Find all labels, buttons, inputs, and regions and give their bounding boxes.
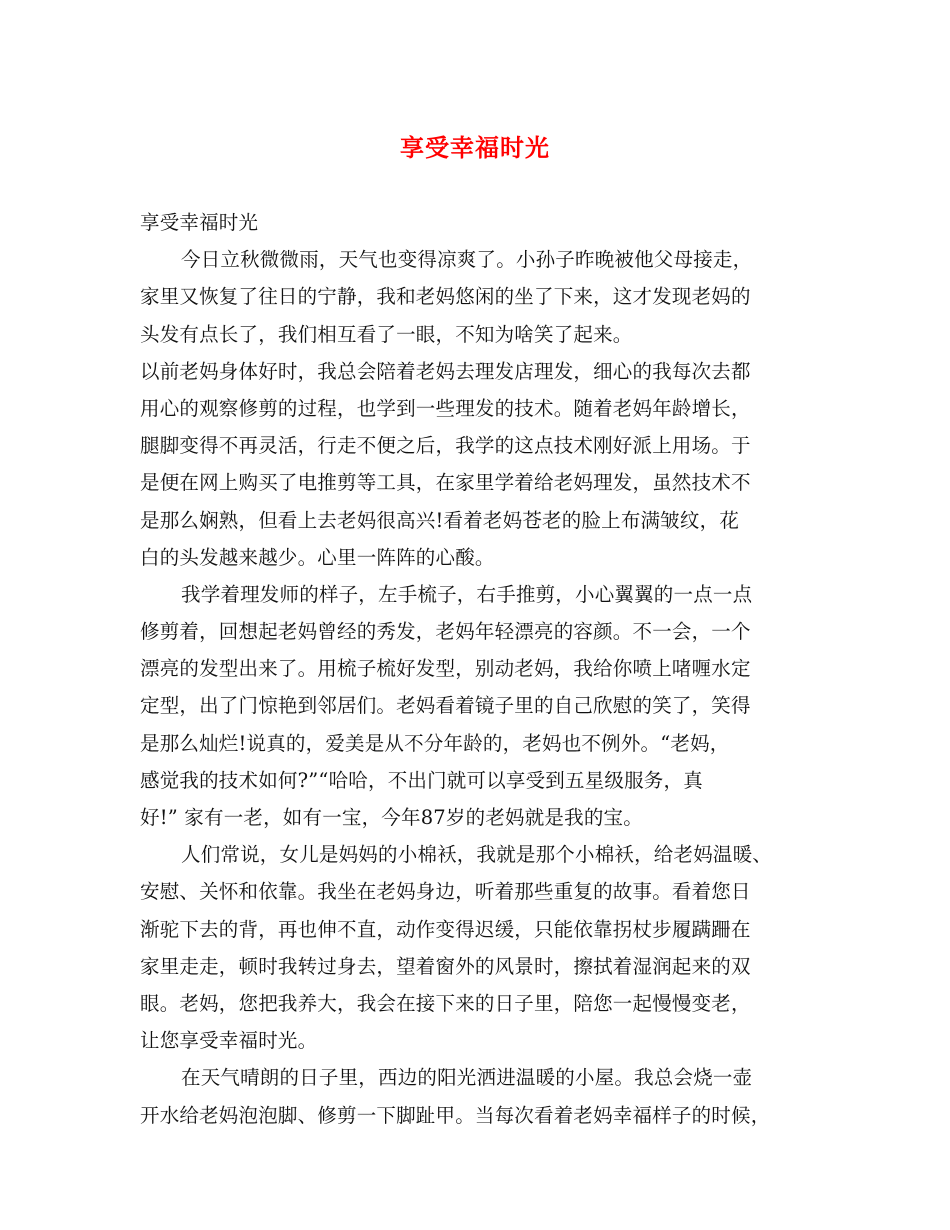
text-line: 让您享受幸福时光。 — [140, 1029, 318, 1053]
text-line: 修剪着，回想起老妈曾经的秀发，老妈年轻漂亮的容颜。不一会，一个 — [140, 620, 751, 644]
text-line: 是那么灿烂!说真的，爱美是从不分年龄的，老妈也不例外。“老妈， — [140, 731, 730, 755]
text-line: 在天气晴朗的日子里，西边的阳光洒进温暖的小屋。我总会烧一壶 — [181, 1066, 753, 1090]
text-line: 今日立秋微微雨，天气也变得凉爽了。小孙子昨晚被他父母接走， — [181, 248, 753, 272]
text-line: 感觉我的技术如何?”“哈哈，不出门就可以享受到五星级服务，真 — [140, 768, 703, 792]
text-line: 我学着理发师的样子，左手梳子，右手推剪，小心翼翼的一点一点 — [181, 582, 753, 606]
text-line: 头发有点长了，我们相互看了一眼，不知为啥笑了起来。 — [140, 322, 633, 346]
text-line: 开水给老妈泡泡脚、修剪一下脚趾甲。当每次看着老妈幸福样子的时候， — [140, 1103, 771, 1127]
text-line: 用心的观察修剪的过程，也学到一些理发的技术。随着老妈年龄增长， — [140, 396, 751, 420]
text-line: 好!” 家有一老，如有一宝，今年87岁的老妈就是我的宝。 — [140, 806, 643, 829]
text-line: 人们常说，女儿是妈妈的小棉袄，我就是那个小棉袄，给老妈温暖、 — [181, 843, 773, 867]
text-line: 家里走走，顿时我转过身去，望着窗外的风景时，擦拭着湿润起来的双 — [140, 954, 751, 978]
text-line: 是便在网上购买了电推剪等工具，在家里学着给老妈理发，虽然技术不 — [140, 471, 751, 495]
text-line: 渐驼下去的背，再也伸不直，动作变得迟缓，只能依靠拐杖步履蹒跚在 — [140, 917, 751, 941]
text-line: 白的头发越来越少。心里一阵阵的心酸。 — [140, 545, 495, 569]
text-line: 安慰、关怀和依靠。我坐在老妈身边，听着那些重复的故事。看着您日 — [140, 880, 751, 904]
text-line: 眼。老妈，您把我养大，我会在接下来的日子里，陪您一起慢慢变老， — [140, 991, 751, 1015]
text-line: 定型，出了门惊艳到邻居们。老妈看着镜子里的自己欣慰的笑了，笑得 — [140, 694, 751, 718]
text-line: 以前老妈身体好时，我总会陪着老妈去理发店理发，细心的我每次去都 — [140, 359, 751, 383]
paragraph-lines — [140, 241, 820, 1134]
text-line: 漂亮的发型出来了。用梳子梳好发型，别动老妈，我给你喷上啫喱水定 — [140, 657, 751, 681]
text-line: 腿脚变得不再灵活，行走不便之后，我学的这点技术刚好派上用场。于 — [140, 434, 751, 458]
document-body — [140, 204, 820, 1134]
document-title: 享受幸福时光 — [400, 133, 550, 162]
document-subtitle: 享受幸福时光 — [140, 211, 259, 234]
text-line: 是那么娴熟，但看上去老妈很高兴!看着老妈苍老的脸上布满皱纹，花 — [140, 508, 740, 532]
text-line: 家里又恢复了往日的宁静，我和老妈悠闲的坐了下来，这才发现老妈的 — [140, 285, 751, 309]
